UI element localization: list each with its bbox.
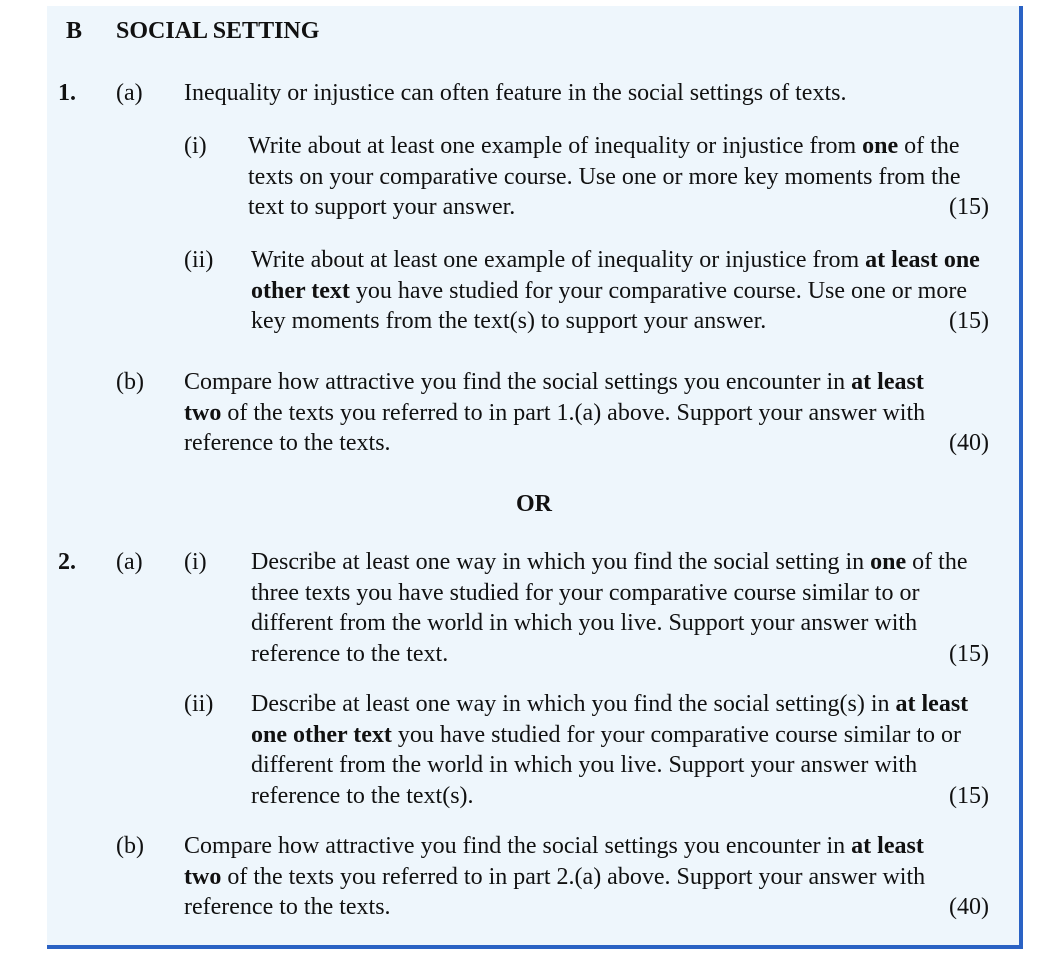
q2-a-i-text-start: Describe at least one way in which you find the social setting in <box>251 549 871 575</box>
q1-b-text <box>184 367 954 459</box>
q2-b-text <box>184 831 954 923</box>
q1-a-i-text <box>248 131 996 223</box>
q2-a-i-text-end: of the three texts you have studied for your comparative course similar to or different from the world in which you live. Support your answer with reference to the text. <box>251 549 968 667</box>
q1-a-i-emphasis: one <box>862 133 899 159</box>
q1-a-ii-emphasis: at least one other text <box>251 247 980 304</box>
q1-part-a-label: (a) <box>116 80 143 106</box>
q1-part-b-label: (b) <box>116 369 144 395</box>
q2-b-marks: (40) <box>949 894 989 920</box>
q2-b-emphasis: at least two <box>184 833 924 890</box>
q2-a-i-marks: (15) <box>949 641 989 667</box>
section-letter: B <box>66 18 83 44</box>
q1-part-a-intro: Inequality or injustice can often feature in the social settings of texts. <box>184 80 847 106</box>
q1-b-text-end: of the texts you referred to in part 1.(a) above. Support your answer with reference to the texts. <box>184 399 926 456</box>
q2-a-ii-text-start: Describe at least one way in which you find the social setting(s) in <box>251 691 896 717</box>
q2-a-i-emphasis: one <box>870 549 907 575</box>
q1-b-text-start: Compare how attractive you find the social settings you encounter in <box>184 369 852 395</box>
q2-a-i-label: (i) <box>184 549 207 575</box>
q2-a-ii-marks: (15) <box>949 783 989 809</box>
q1-a-i-label: (i) <box>184 133 207 159</box>
q2-a-ii-emphasis: at least one other text <box>251 691 969 748</box>
q2-b-text-start: Compare how attractive you find the social settings you encounter in <box>184 833 852 859</box>
q1-a-ii-marks: (15) <box>949 308 989 334</box>
q1-a-ii-text-end: you have studied for your comparative course. Use one or more key moments from the text(s) to support your answer. <box>251 277 967 334</box>
q2-a-ii-label: (ii) <box>184 691 214 717</box>
q1-a-ii-text-start: Write about at least one example of inequality or injustice from <box>251 247 866 273</box>
q2-part-a-label: (a) <box>116 549 143 575</box>
q2-a-ii-text-end: you have studied for your comparative course similar to or different from the world in which you live. Support your answer with reference to the text(s). <box>251 721 962 809</box>
q1-b-marks: (40) <box>949 430 989 456</box>
q1-a-ii-label: (ii) <box>184 247 214 273</box>
q1-a-ii-text <box>251 245 1001 337</box>
question-2-number: 2. <box>58 549 76 575</box>
q2-b-text-end: of the texts you referred to in part 2.(a) above. Support your answer with reference to the texts. <box>184 863 926 920</box>
q1-a-i-text-end: of the texts on your comparative course. Use one or more key moments from the text to support your answer. <box>248 133 961 220</box>
or-divider: OR <box>516 491 552 517</box>
q2-part-b-label: (b) <box>116 833 144 859</box>
q2-a-ii-text <box>251 689 1001 811</box>
q1-a-i-text-start: Write about at least one example of inequality or injustice from <box>248 133 863 159</box>
q1-a-i-marks: (15) <box>949 194 989 220</box>
question-1-number: 1. <box>58 80 76 106</box>
section-title: SOCIAL SETTING <box>116 18 320 44</box>
q1-b-emphasis: at least two <box>184 369 924 426</box>
q2-a-i-text <box>251 547 986 669</box>
